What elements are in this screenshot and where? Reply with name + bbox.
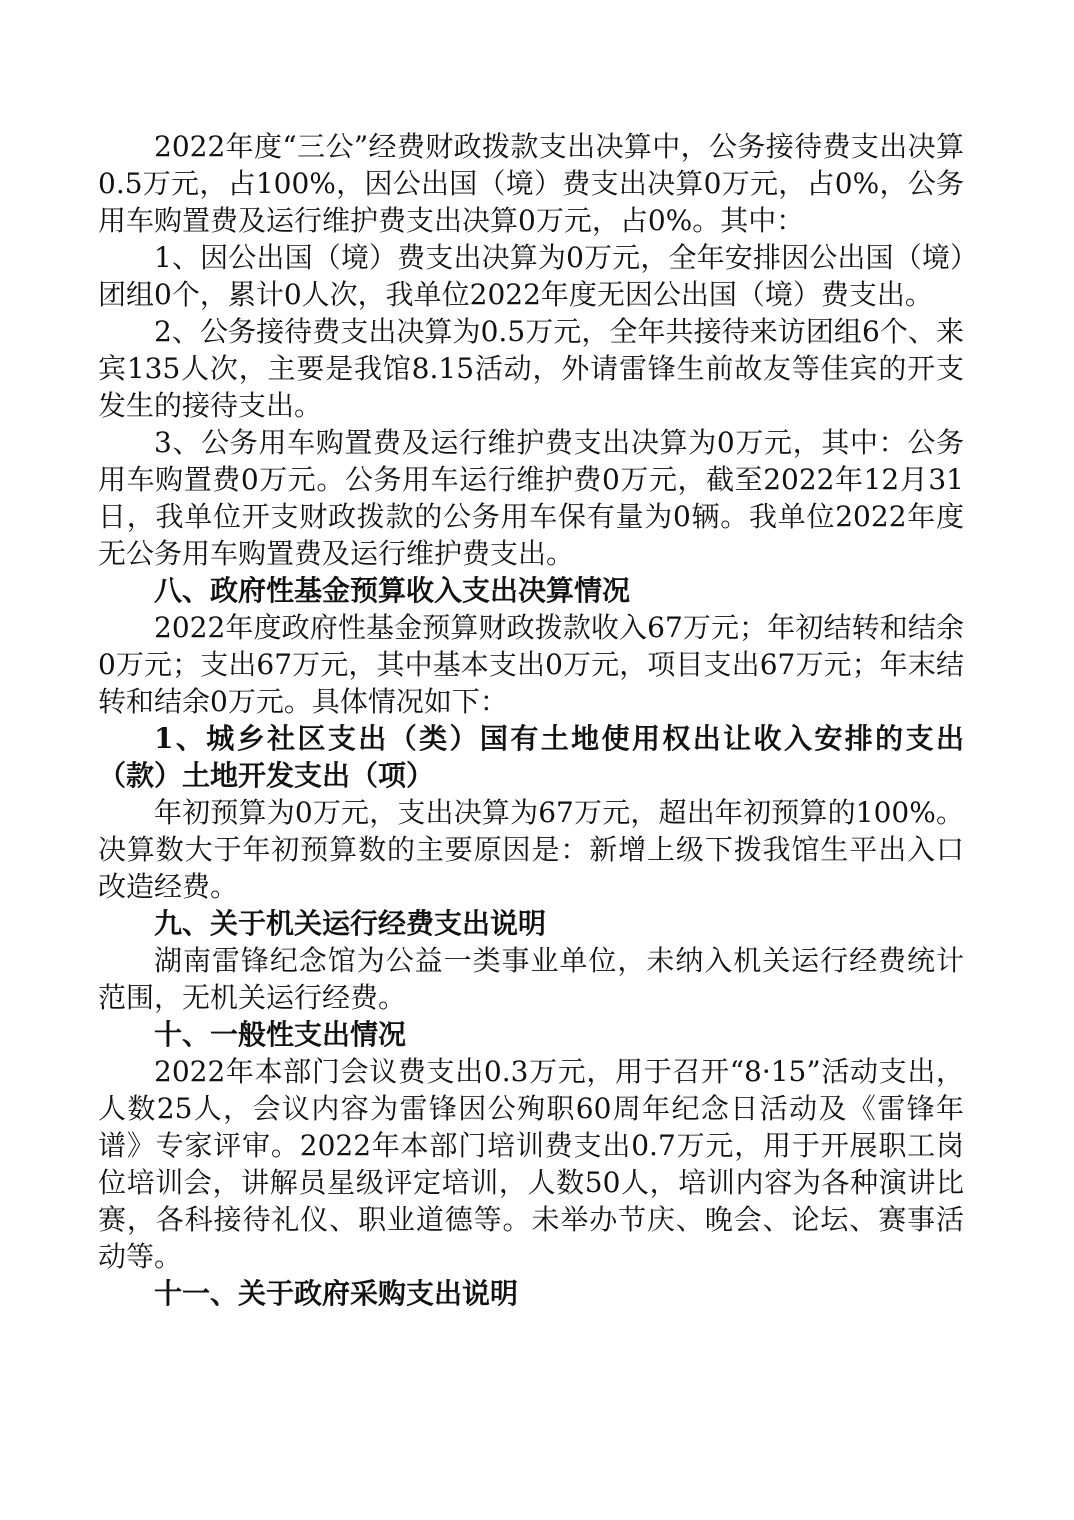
paragraph-agency-operating: 湖南雷锋纪念馆为公益一类事业单位，未纳入机关运行经费统计范围，无机关运行经费。 (98, 944, 964, 1014)
section-heading-government-fund: 八、政府性基金预算收入支出决算情况 (154, 574, 631, 607)
subheading-land-development: 1、城乡社区支出（类）国有土地使用权出让收入安排的支出（款）土地开发支出（项） (98, 722, 964, 792)
paragraph-three-public-summary: 2022年度“三公”经费财政拨款支出决算中，公务接待费支出决算0.5万元，占100%，因公出国（境）费支出决算0万元，占0%，公务用车购置费及运行维护费支出决算0万元，占0%。其中： (98, 130, 964, 237)
section-heading-general-expenditure: 十、一般性支出情况 (154, 1018, 407, 1051)
paragraph-land-development: 年初预算为0万元，支出决算为67万元，超出年初预算的100%。决算数大于年初预算数的主要原因是：新增上级下拨我馆生平出入口改造经费。 (98, 796, 964, 903)
paragraph-government-fund-summary: 2022年度政府性基金预算财政拨款收入67万元；年初结转和结余0万元；支出67万元，其中基本支出0万元，项目支出67万元；年末结转和结余0万元。具体情况如下： (98, 611, 964, 718)
paragraph-general-expenditure: 2022年本部门会议费支出0.3万元，用于召开“8·15”活动支出，人数25人，会议内容为雷锋因公殉职60周年纪念日活动及《雷锋年谱》专家评审。2022年本部门培训费支出0.7万元，用于开展职工岗位培训会，讲解员星级评定培训，人数50人，培训内容为各种演讲比赛，各科接待礼仪、职业道德等。未举办节庆、晚会、论坛、赛事活动等。 (98, 1055, 964, 1273)
section-heading-procurement: 十一、关于政府采购支出说明 (154, 1277, 519, 1310)
paragraph-official-vehicles: 3、公务用车购置费及运行维护费支出决算为0万元，其中：公务用车购置费0万元。公务用车运行维护费0万元，截至2022年12月31日，我单位开支财政拨款的公务用车保有量为0辆。我单位2022年度无公务用车购置费及运行维护费支出。 (98, 426, 964, 570)
paragraph-overseas-travel: 1、因公出国（境）费支出决算为0万元，全年安排因公出国（境）团组0个，累计0人次，我单位2022年度无因公出国（境）费支出。 (98, 241, 964, 311)
section-heading-agency-operating: 九、关于机关运行经费支出说明 (154, 907, 547, 940)
paragraph-official-reception: 2、公务接待费支出决算为0.5万元，全年共接待来访团组6个、来宾135人次，主要是我馆8.15活动，外请雷锋生前故友等佳宾的开支发生的接待支出。 (98, 315, 964, 422)
document-page (98, 128, 964, 1312)
